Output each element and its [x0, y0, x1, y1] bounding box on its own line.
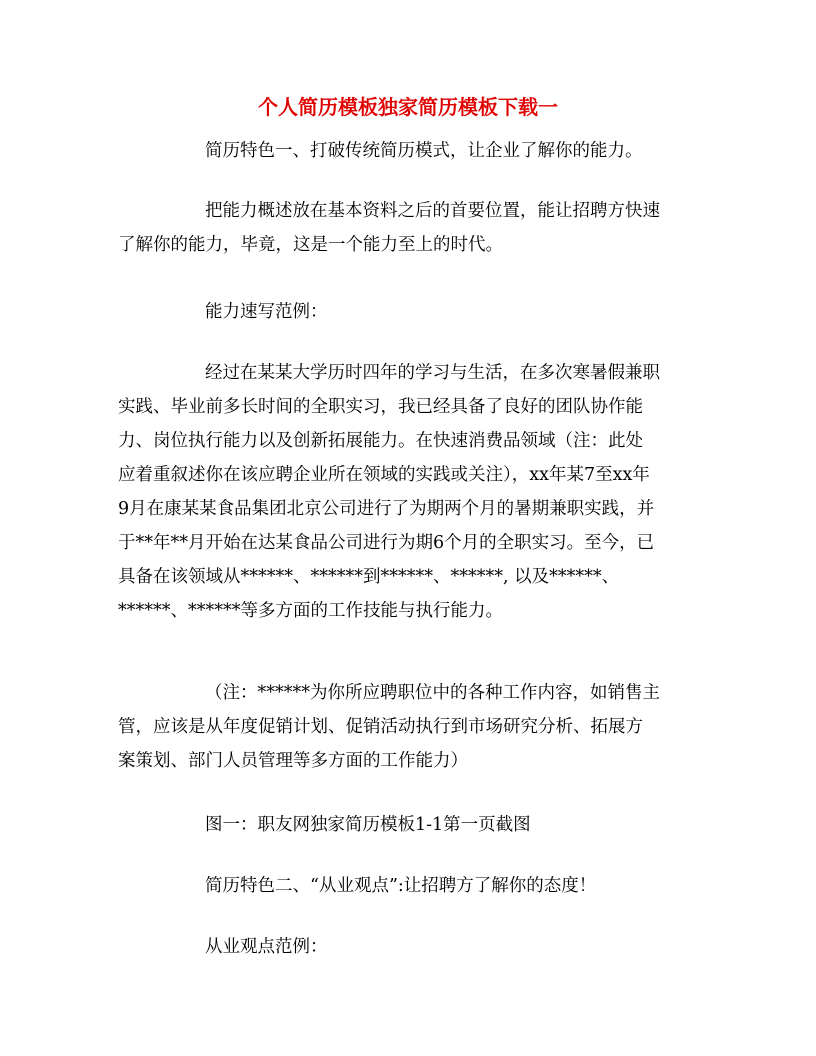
paragraph-line: （注：******为你所应聘职位中的各种工作内容，如销售主 — [205, 683, 660, 703]
paragraph-line: 经过在某某大学历时四年的学习与生活，在多次寒暑假兼职 — [205, 363, 660, 383]
paragraph-ability-example-heading — [118, 295, 698, 329]
paragraph-line: 应着重叙述你在该应聘企业所在领域的实践或关注），xx年某7至xx年 — [118, 465, 650, 485]
paragraph-figure-caption — [118, 808, 698, 842]
paragraph-feature-one — [118, 134, 698, 168]
paragraph-ability-summary — [118, 194, 698, 262]
paragraph-line: 于**年**月开始在达某食品公司进行为期6个月的全职实习。至今，已 — [118, 533, 655, 553]
paragraph-note — [118, 676, 698, 778]
paragraph-line: 简历特色一、打破传统简历模式，让企业了解你的能力。 — [205, 141, 643, 161]
paragraph-line: 力、岗位执行能力以及创新拓展能力。在快速消费品领域（注：此处 — [118, 431, 643, 451]
paragraph-line: 了解你的能力，毕竟，这是一个能力至上的时代。 — [118, 235, 503, 255]
paragraph-line: 把能力概述放在基本资料之后的首要位置，能让招聘方快速 — [205, 201, 660, 221]
paragraph-line: 实践、毕业前多长时间的全职实习，我已经具备了良好的团队协作能 — [118, 397, 643, 417]
paragraph-line: 具备在该领域从******、******到******、******, 以及******、 — [118, 567, 620, 587]
paragraph-line: 从业观点范例： — [205, 937, 328, 957]
document-title: 个人简历模板独家简历模板下载一 — [258, 95, 558, 119]
paragraph-line: 能力速写范例： — [205, 302, 328, 322]
paragraph-viewpoint-example-heading — [118, 930, 698, 964]
paragraph-line: 简历特色二、“从业观点”:让招聘方了解你的态度！ — [205, 876, 597, 896]
paragraph-ability-example — [118, 356, 698, 628]
paragraph-line: 图一：职友网独家简历模板1-1第一页截图 — [205, 815, 531, 835]
paragraph-feature-two — [118, 869, 698, 903]
paragraph-line: 案策划、部门人员管理等多方面的工作能力） — [118, 751, 468, 771]
paragraph-line: 9月在康某某食品集团北京公司进行了为期两个月的暑期兼职实践，并 — [118, 499, 655, 519]
paragraph-line: ******、******等多方面的工作技能与执行能力。 — [118, 601, 503, 621]
paragraph-line: 管，应该是从年度促销计划、促销活动执行到市场研究分析、拓展方 — [118, 717, 643, 737]
